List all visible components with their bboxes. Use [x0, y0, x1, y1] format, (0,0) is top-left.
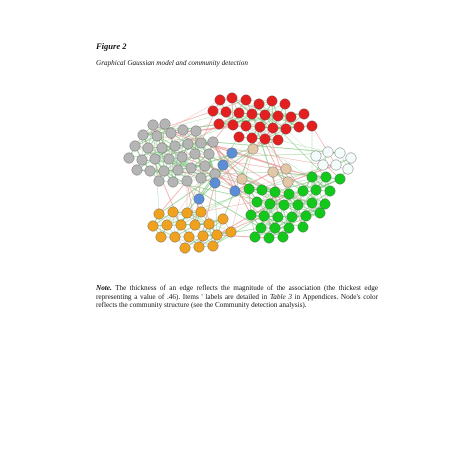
network-node-gray — [191, 126, 201, 136]
network-node-gray — [196, 138, 206, 148]
network-node-green — [298, 186, 308, 196]
network-node-orange — [154, 209, 164, 219]
network-node-gray — [208, 137, 218, 147]
network-node-orange — [168, 207, 178, 217]
network-node-red — [208, 106, 218, 116]
network-node-orange — [208, 241, 218, 251]
figure-note — [96, 284, 378, 310]
note-table-reference: Table 3 — [269, 292, 292, 301]
network-node-gray — [204, 149, 214, 159]
network-node-green — [315, 208, 325, 218]
network-node-white — [311, 151, 321, 161]
network-node-orange — [204, 219, 214, 229]
network-node-orange — [182, 208, 192, 218]
network-node-tan — [283, 177, 293, 187]
network-graph — [115, 86, 365, 256]
network-node-orange — [218, 214, 228, 224]
network-node-gray — [164, 154, 174, 164]
network-node-orange — [180, 243, 190, 253]
network-node-gray — [200, 161, 210, 171]
network-node-red — [214, 119, 224, 129]
network-node-gray — [143, 143, 153, 153]
network-node-red — [281, 124, 291, 134]
network-node-gray — [130, 141, 140, 151]
network-node-red — [254, 99, 264, 109]
network-node-red — [286, 112, 296, 122]
network-node-green — [278, 232, 288, 242]
network-node-green — [311, 185, 321, 195]
network-node-gray — [182, 176, 192, 186]
note-text-2: in Appendices. Node's color reflects the community structure (see the Community detection analysis). — [96, 292, 378, 310]
network-node-tan — [281, 164, 291, 174]
network-edge — [278, 140, 328, 152]
network-node-green — [259, 211, 269, 221]
network-node-green — [270, 187, 280, 197]
network-node-green — [287, 212, 297, 222]
network-node-red — [221, 107, 231, 117]
network-node-orange — [156, 232, 166, 242]
network-node-green — [252, 197, 262, 207]
network-node-green — [264, 233, 274, 243]
network-node-orange — [226, 227, 236, 237]
network-node-red — [273, 111, 283, 121]
network-node-blue — [218, 160, 228, 170]
network-node-gray — [196, 173, 206, 183]
network-node-green — [298, 222, 308, 232]
network-node-red — [273, 135, 283, 145]
network-node-green — [279, 200, 289, 210]
network-node-blue — [210, 178, 220, 188]
network-node-gray — [150, 154, 160, 164]
network-node-tan — [237, 174, 247, 184]
network-node-green — [301, 211, 311, 221]
network-node-green — [307, 172, 317, 182]
network-node-red — [267, 96, 277, 106]
network-node-green — [335, 174, 345, 184]
network-node-white — [323, 147, 333, 157]
network-node-gray — [168, 177, 178, 187]
network-node-green — [284, 189, 294, 199]
network-node-green — [307, 198, 317, 208]
network-node-red — [234, 108, 244, 118]
network-node-orange — [170, 232, 180, 242]
network-node-gray — [148, 120, 158, 130]
figure-caption: Graphical Gaussian model and community detection — [96, 59, 248, 67]
network-node-red — [215, 95, 225, 105]
network-node-orange — [194, 242, 204, 252]
network-node-green — [256, 223, 266, 233]
network-node-red — [260, 134, 270, 144]
network-node-gray — [190, 149, 200, 159]
network-node-gray — [177, 152, 187, 162]
network-node-green — [321, 172, 331, 182]
network-node-gray — [186, 163, 196, 173]
network-node-red — [299, 109, 309, 119]
note-label: Note. — [96, 284, 112, 292]
network-node-gray — [152, 131, 162, 141]
network-node-green — [293, 200, 303, 210]
network-node-red — [228, 120, 238, 130]
network-node-gray — [178, 125, 188, 135]
network-node-white — [318, 160, 328, 170]
network-node-red — [307, 121, 317, 131]
note-text-1: The thickness of an edge reflects the magnitude of the association (the thickest edge representing a value of .46). Items ' labels are detailed in — [96, 284, 378, 301]
network-node-red — [268, 123, 278, 133]
network-node-red — [241, 121, 251, 131]
network-node-green — [250, 232, 260, 242]
network-node-red — [280, 99, 290, 109]
network-node-gray — [170, 141, 180, 151]
network-node-gray — [173, 165, 183, 175]
network-node-gray — [132, 165, 142, 175]
network-node-green — [246, 210, 256, 220]
network-node-green — [284, 223, 294, 233]
network-node-orange — [184, 232, 194, 242]
network-node-red — [247, 133, 257, 143]
network-node-tan — [248, 144, 258, 154]
network-node-blue — [227, 148, 237, 158]
network-node-tan — [268, 167, 278, 177]
network-node-orange — [190, 220, 200, 230]
network-node-orange — [212, 230, 222, 240]
network-node-green — [257, 185, 267, 195]
network-node-gray — [154, 176, 164, 186]
figure-number: Figure 2 — [96, 41, 127, 51]
network-node-blue — [194, 194, 204, 204]
network-node-green — [270, 223, 280, 233]
network-node-white — [335, 148, 345, 158]
network-node-white — [346, 153, 356, 163]
network-node-orange — [176, 220, 186, 230]
network-node-gray — [160, 119, 170, 129]
network-node-gray — [159, 166, 169, 176]
network-node-green — [273, 212, 283, 222]
network-node-gray — [145, 166, 155, 176]
network-node-gray — [183, 139, 193, 149]
network-node-red — [255, 122, 265, 132]
network-node-gray — [157, 143, 167, 153]
network-edge — [201, 189, 249, 212]
network-node-gray — [138, 130, 148, 140]
network-node-red — [247, 109, 257, 119]
network-node-green — [244, 184, 254, 194]
network-node-gray — [124, 153, 134, 163]
network-node-red — [234, 132, 244, 142]
network-node-orange — [196, 207, 206, 217]
network-node-white — [331, 160, 341, 170]
network-node-gray — [166, 128, 176, 138]
network-node-orange — [198, 231, 208, 241]
network-node-red — [241, 95, 251, 105]
network-node-blue — [230, 186, 240, 196]
network-node-green — [325, 186, 335, 196]
network-node-orange — [148, 221, 158, 231]
network-node-green — [265, 199, 275, 209]
network-node-red — [260, 110, 270, 120]
network-node-gray — [137, 155, 147, 165]
network-node-white — [343, 164, 353, 174]
network-node-red — [227, 93, 237, 103]
network-node-orange — [162, 220, 172, 230]
network-node-red — [294, 122, 304, 132]
network-node-green — [320, 199, 330, 209]
